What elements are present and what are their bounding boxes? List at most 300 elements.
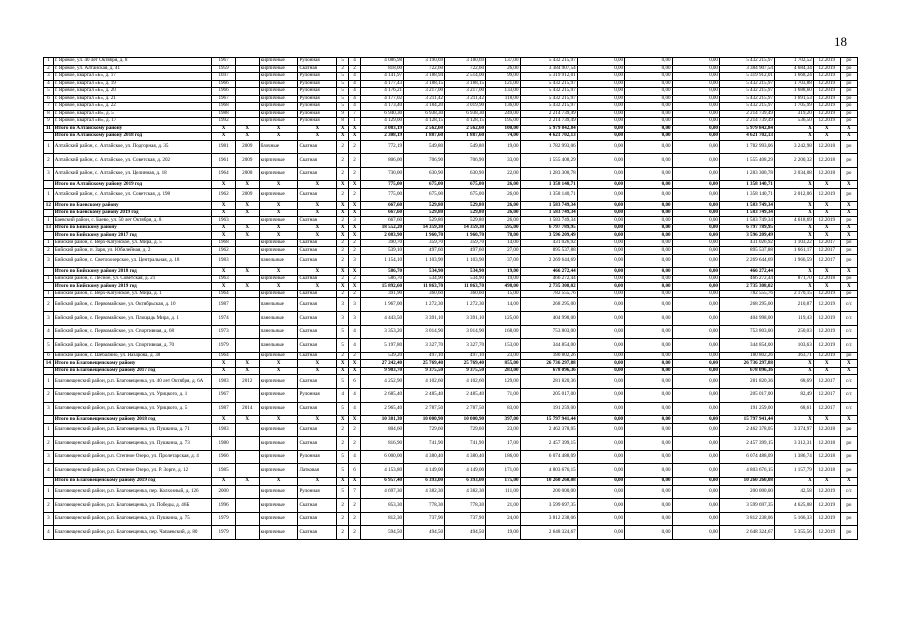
- cell-entrances: X: [349, 181, 361, 189]
- cell-row-number: 1: [44, 423, 54, 437]
- cell-cost-budget: 0,00: [625, 298, 672, 312]
- cell-cost-fund: 0,00: [577, 339, 624, 353]
- cell-wall-material: кирпичные: [259, 167, 298, 181]
- cell-entrances: 3: [349, 254, 361, 268]
- total-row: [44, 367, 858, 375]
- cell-entrances: 2: [349, 526, 361, 540]
- cell-address: Бийский район, с. Верх-Катунское, ул. Мира, д. 5: [53, 239, 211, 247]
- cell-wall-material: кирпичные: [259, 290, 298, 298]
- cell-living-area: 9 375,50: [404, 367, 445, 375]
- cell-year-renovated: X: [235, 202, 259, 210]
- cell-cost-per-sqm: 2 034,08: [774, 167, 813, 181]
- cell-entrances: 3: [349, 217, 361, 225]
- cell-cost-budget: 0,00: [625, 181, 672, 189]
- cell-cost-owners: 5 432 215,97: [719, 103, 774, 111]
- cell-cost-owners: 2 462 378,05: [719, 423, 774, 437]
- table-row: [44, 437, 858, 451]
- cell-year-built: X: [212, 125, 236, 133]
- cell-cost-owners: 5 432 215,97: [719, 58, 774, 66]
- cell-planned-completion: X: [813, 360, 840, 368]
- cell-living-area: 3 014,90: [404, 325, 445, 339]
- cell-total-area: 6 957,40: [360, 478, 403, 486]
- cell-total-cost: 191 259,00: [520, 402, 577, 416]
- cell-entrances: 4: [349, 339, 361, 353]
- cell-roof-type: Скатная: [298, 65, 337, 73]
- cell-floors: 2: [337, 512, 349, 526]
- cell-row-number: [44, 232, 54, 240]
- table-row: [44, 80, 858, 88]
- cell-roof-type: Рулонная: [298, 73, 337, 81]
- cell-floors: 5: [337, 103, 349, 111]
- cell-total-cost: 1 555 408,29: [520, 154, 577, 168]
- cell-total-cost: 205 017,00: [520, 388, 577, 402]
- cell-funding-method: X: [840, 360, 857, 368]
- cell-living-area: 494,50: [404, 526, 445, 540]
- cell-roof-type: Рулонная: [298, 388, 337, 402]
- cell-year-renovated: [235, 388, 259, 402]
- cell-floors: 3: [337, 312, 349, 326]
- cell-floors: X: [337, 478, 349, 486]
- cell-cost-other: 0,00: [672, 125, 719, 133]
- cell-cost-fund: 0,00: [577, 283, 624, 291]
- cell-cost-other: 0,00: [672, 437, 719, 451]
- cell-wall-material: кирпичные: [259, 118, 298, 126]
- cell-cost-other: 0,00: [672, 247, 719, 255]
- table-row: [44, 290, 858, 298]
- cell-funding-method: с/с: [840, 402, 857, 416]
- cell-year-renovated: [235, 254, 259, 268]
- cell-entrances: 2: [349, 167, 361, 181]
- cell-total-cost: 1 358 140,71: [520, 181, 577, 189]
- cell-total-area: 4 141,97: [360, 73, 403, 81]
- cell-wall-material: панельные: [259, 298, 298, 312]
- cell-address: Благовещенский район, р.п. Благовещенка, пер. Чапаевский, д. 80: [53, 526, 211, 540]
- cell-planned-completion: 12.2019: [813, 499, 840, 513]
- cell-cost-other: 0,00: [672, 88, 719, 96]
- cell-cost-owners: 1 555 408,29: [719, 154, 774, 168]
- cell-total-cost: 2 269 644,69: [520, 254, 577, 268]
- cell-total-area: 5 197,80: [360, 339, 403, 353]
- cell-residential-area: 549,80: [445, 140, 486, 154]
- cell-wall-material: кирпичные: [259, 95, 298, 103]
- cell-total-area: 2 308,19: [360, 133, 403, 141]
- cell-year-built: 1966: [212, 88, 236, 96]
- cell-residents-count: 83,00: [486, 402, 521, 416]
- cell-year-built: X: [212, 360, 236, 368]
- cell-funding-method: X: [840, 224, 857, 232]
- cell-cost-other: 0,00: [672, 526, 719, 540]
- cell-living-area: 14 359,30: [404, 224, 445, 232]
- cell-cost-budget: 0,00: [625, 423, 672, 437]
- table-row: [44, 499, 858, 513]
- cell-cost-other: 0,00: [672, 298, 719, 312]
- cell-total-cost: 404 998,00: [520, 312, 577, 326]
- cell-roof-type: X: [298, 478, 337, 486]
- cell-funding-method: ро: [840, 247, 857, 255]
- cell-cost-budget: 0,00: [625, 367, 672, 375]
- cell-cost-owners: 6 074 488,09: [719, 450, 774, 464]
- cell-address: Бийский район, с. Шебалино, ул. Назарова, д. 38: [53, 352, 211, 360]
- cell-cost-owners: 753 803,00: [719, 325, 774, 339]
- table-row: [44, 423, 858, 437]
- cell-entrances: X: [349, 478, 361, 486]
- cell-cost-other: 0,00: [672, 402, 719, 416]
- cell-address: Благовещенский район, р.п. Благовещенка, ул. 40 лет Октября, д. 6А: [53, 375, 211, 389]
- cell-cost-fund: 0,00: [577, 202, 624, 210]
- cell-year-renovated: 2009: [235, 188, 259, 202]
- cell-residents-count: 99,00: [486, 73, 521, 81]
- cell-cost-per-sqm: X: [774, 360, 813, 368]
- cell-year-renovated: X: [235, 133, 259, 141]
- cell-year-built: 1959: [212, 65, 236, 73]
- cell-cost-other: 0,00: [672, 352, 719, 360]
- cell-living-area: 549,80: [404, 140, 445, 154]
- cell-year-renovated: [235, 73, 259, 81]
- cell-cost-fund: 0,00: [577, 224, 624, 232]
- cell-entrances: 2: [349, 352, 361, 360]
- cell-cost-fund: 0,00: [577, 103, 624, 111]
- cell-entrances: 2: [349, 154, 361, 168]
- total-row: [44, 224, 858, 232]
- cell-wall-material: X: [259, 125, 298, 133]
- cell-cost-budget: 0,00: [625, 110, 672, 118]
- cell-floors: X: [337, 209, 349, 217]
- cell-cost-per-sqm: 3 312,31: [774, 437, 813, 451]
- cell-wall-material: кирпичные: [259, 239, 298, 247]
- cell-residential-area: 9 375,50: [445, 367, 486, 375]
- cell-roof-type: Рулонная: [298, 110, 337, 118]
- cell-cost-other: 0,00: [672, 140, 719, 154]
- total-row: [44, 125, 858, 133]
- cell-residents-count: 26,00: [486, 65, 521, 73]
- cell-cost-fund: 0,00: [577, 73, 624, 81]
- cell-total-cost: 1 583 749,34: [520, 209, 577, 217]
- cell-year-renovated: 2009: [235, 154, 259, 168]
- cell-residential-area: 1 887,60: [445, 133, 486, 141]
- cell-living-area: 25 769,40: [404, 360, 445, 368]
- cell-year-renovated: [235, 464, 259, 478]
- table-row: [44, 95, 858, 103]
- cell-funding-method: X: [840, 416, 857, 424]
- cell-planned-completion: 12.2019: [813, 80, 840, 88]
- cell-planned-completion: X: [813, 202, 840, 210]
- cell-cost-per-sqm: 319,20: [774, 110, 813, 118]
- cell-total-area: 539,10: [360, 247, 403, 255]
- cell-living-area: 706,90: [404, 154, 445, 168]
- cell-total-cost: 200 000,00: [520, 485, 577, 499]
- cell-row-number: [44, 283, 54, 291]
- cell-floors: 2: [337, 290, 349, 298]
- cell-cost-per-sqm: 1 668,24: [774, 73, 813, 81]
- cell-year-built: 1980: [212, 437, 236, 451]
- cell-year-built: X: [212, 268, 236, 276]
- cell-cost-budget: 0,00: [625, 339, 672, 353]
- cell-cost-other: 0,00: [672, 154, 719, 168]
- cell-year-built: 1992: [212, 118, 236, 126]
- cell-cost-owners: 10 260 260,08: [719, 478, 774, 486]
- cell-funding-method: ро: [840, 188, 857, 202]
- cell-planned-completion: 12.2019: [813, 95, 840, 103]
- cell-funding-method: ро: [840, 450, 857, 464]
- cell-roof-type: Рулонная: [298, 80, 337, 88]
- cell-residents-count: 26,00: [486, 202, 521, 210]
- cell-total-area: 4 086,98: [360, 58, 403, 66]
- cell-cost-owners: 5 319 912,01: [719, 73, 774, 81]
- cell-residential-area: 6 393,00: [445, 478, 486, 486]
- cell-address: г. Яровое, квартал «Б», д. 20: [53, 88, 211, 96]
- cell-cost-owners: 15 797 941,44: [719, 416, 774, 424]
- cell-total-area: 586,70: [360, 268, 403, 276]
- cell-residential-area: 722,60: [445, 65, 486, 73]
- cell-floors: X: [337, 360, 349, 368]
- cell-total-area: 6 940,30: [360, 110, 403, 118]
- cell-year-built: X: [212, 181, 236, 189]
- cell-living-area: 729,60: [404, 423, 445, 437]
- cell-funding-method: X: [840, 478, 857, 486]
- cell-planned-completion: 12.2019: [813, 325, 840, 339]
- cell-planned-completion: 12.2019: [813, 103, 840, 111]
- cell-entrances: 2: [349, 512, 361, 526]
- cell-year-built: 1964: [212, 352, 236, 360]
- cell-row-number: 4: [44, 526, 54, 540]
- cell-cost-other: 0,00: [672, 73, 719, 81]
- cell-total-area: 667,60: [360, 202, 403, 210]
- cell-planned-completion: 12.2018: [813, 275, 840, 283]
- cell-residents-count: 14,00: [486, 239, 521, 247]
- cell-planned-completion: 12.2018: [813, 140, 840, 154]
- cell-entrances: X: [349, 224, 361, 232]
- cell-entrances: 7: [349, 485, 361, 499]
- cell-row-number: 1: [44, 58, 54, 66]
- cell-planned-completion: 12.2018: [813, 464, 840, 478]
- cell-roof-type: Рулонная: [298, 103, 337, 111]
- cell-residents-count: 137,00: [486, 58, 521, 66]
- cell-total-cost: 3 812 238,06: [520, 512, 577, 526]
- cell-floors: 2: [337, 140, 349, 154]
- cell-residential-area: 4 149,00: [445, 464, 486, 478]
- cell-roof-type: Скатная: [298, 167, 337, 181]
- cell-wall-material: кирпичные: [259, 526, 298, 540]
- cell-living-area: 3 211,42: [404, 95, 445, 103]
- cell-total-cost: 2 735 308,02: [520, 283, 577, 291]
- cell-cost-other: 0,00: [672, 367, 719, 375]
- cell-address: Благовещенский район, р.п. Благовещенка, ул. Урицкого, д. 5: [53, 402, 211, 416]
- cell-residents-count: 17,00: [486, 437, 521, 451]
- cell-planned-completion: 12.2018: [813, 450, 840, 464]
- cell-cost-per-sqm: 2 200,32: [774, 154, 813, 168]
- cell-entrances: X: [349, 232, 361, 240]
- cell-cost-other: 0,00: [672, 268, 719, 276]
- cell-cost-owners: 26 736 297,88: [719, 360, 774, 368]
- cell-living-area: 1 103,90: [404, 254, 445, 268]
- table-row: [44, 339, 858, 353]
- cell-year-built: 1974: [212, 312, 236, 326]
- cell-entrances: 4: [349, 450, 361, 464]
- cell-address: Итого по Баевскому району 2019 год: [53, 209, 211, 217]
- table-row: [44, 450, 858, 464]
- cell-planned-completion: 12.2019: [813, 188, 840, 202]
- cell-cost-fund: 0,00: [577, 268, 624, 276]
- cell-floors: 2: [337, 167, 349, 181]
- cell-living-area: 6 938,30: [404, 110, 445, 118]
- cell-cost-fund: 0,00: [577, 437, 624, 451]
- cell-living-area: 675,00: [404, 181, 445, 189]
- cell-entrances: 2: [349, 65, 361, 73]
- cell-cost-fund: 0,00: [577, 140, 624, 154]
- cell-entrances: 4: [349, 402, 361, 416]
- cell-total-area: 4 153,80: [360, 464, 403, 478]
- cell-year-built: 1983: [212, 423, 236, 437]
- cell-funding-method: ро: [840, 437, 857, 451]
- cell-cost-budget: 0,00: [625, 133, 672, 141]
- cell-wall-material: кирпичные: [259, 103, 298, 111]
- cell-total-area: 10 381,30: [360, 416, 403, 424]
- cell-cost-owners: 344 854,00: [719, 339, 774, 353]
- cell-roof-type: X: [298, 209, 337, 217]
- cell-cost-per-sqm: X: [774, 268, 813, 276]
- cell-total-cost: 180 802,26: [520, 352, 577, 360]
- cell-total-cost: 5 979 842,84: [520, 125, 577, 133]
- cell-residential-area: 529,80: [445, 209, 486, 217]
- cell-total-area: 4 177,43: [360, 80, 403, 88]
- cell-row-number: 1: [44, 239, 54, 247]
- cell-cost-per-sqm: 4 684,34: [774, 65, 813, 73]
- cell-cost-fund: 0,00: [577, 254, 624, 268]
- cell-planned-completion: 12.2019: [813, 290, 840, 298]
- cell-address: Бийский район, с. Первомайское, ул. Спортивная, д. 70: [53, 339, 211, 353]
- cell-floors: 2: [337, 352, 349, 360]
- cell-floors: 5: [337, 95, 349, 103]
- cell-cost-budget: 0,00: [625, 352, 672, 360]
- table-row: [44, 110, 858, 118]
- cell-cost-budget: 0,00: [625, 464, 672, 478]
- table-row: [44, 103, 858, 111]
- cell-cost-other: 0,00: [672, 209, 719, 217]
- cell-cost-fund: 0,00: [577, 312, 624, 326]
- table-row: [44, 325, 858, 339]
- cell-funding-method: с/с: [840, 388, 857, 402]
- cell-residents-count: 23,00: [486, 352, 521, 360]
- cell-living-area: 3 391,10: [404, 312, 445, 326]
- cell-total-cost: 5 432 215,97: [520, 80, 577, 88]
- cell-cost-fund: 0,00: [577, 367, 624, 375]
- table-row: [44, 217, 858, 225]
- cell-year-built: 1967: [212, 388, 236, 402]
- cell-roof-type: Скатная: [298, 290, 337, 298]
- cell-wall-material: панельные: [259, 254, 298, 268]
- cell-living-area: 6 393,00: [404, 478, 445, 486]
- cell-total-cost: 1 358 140,71: [520, 188, 577, 202]
- cell-cost-owners: 678 096,36: [719, 367, 774, 375]
- cell-planned-completion: 12.2018: [813, 154, 840, 168]
- cell-wall-material: панельные: [259, 339, 298, 353]
- cell-cost-budget: 0,00: [625, 375, 672, 389]
- cell-floors: X: [337, 416, 349, 424]
- cell-entrances: 4: [349, 325, 361, 339]
- cell-address: Алтайский район, с. Алтайское, ул. Подгорная, д. 35: [53, 140, 211, 154]
- cell-floors: X: [337, 181, 349, 189]
- cell-funding-method: ро: [840, 526, 857, 540]
- cell-year-renovated: X: [235, 360, 259, 368]
- cell-planned-completion: 12.2018: [813, 423, 840, 437]
- cell-floors: 2: [337, 499, 349, 513]
- cell-year-renovated: X: [235, 268, 259, 276]
- cell-entrances: 7: [349, 110, 361, 118]
- table-row: [44, 140, 858, 154]
- cell-total-cost: 678 096,36: [520, 367, 577, 375]
- cell-planned-completion: 12.2018: [813, 437, 840, 451]
- cell-funding-method: с/с: [840, 325, 857, 339]
- cell-address: Благовещенский район, р.п. Благовещенка, ул. Пушкина, д. 73: [53, 437, 211, 451]
- cell-total-cost: 753 803,00: [520, 325, 577, 339]
- cell-row-number: 2: [44, 298, 54, 312]
- cell-planned-completion: 12.2017: [813, 239, 840, 247]
- cell-cost-other: 0,00: [672, 110, 719, 118]
- cell-total-area: 2 685,40: [360, 388, 403, 402]
- cell-cost-fund: 0,00: [577, 80, 624, 88]
- cell-address: Итого по Благовещенскому району 2018 год: [53, 416, 211, 424]
- cell-wall-material: X: [259, 283, 298, 291]
- cell-cost-owners: 1 358 140,71: [719, 181, 774, 189]
- cell-roof-type: Рулонная: [298, 58, 337, 66]
- cell-living-area: 4 128,15: [404, 118, 445, 126]
- cell-year-renovated: [235, 450, 259, 464]
- cell-cost-other: 0,00: [672, 464, 719, 478]
- cell-roof-type: X: [298, 133, 337, 141]
- cell-cost-per-sqm: 210,87: [774, 298, 813, 312]
- cell-funding-method: ро: [840, 88, 857, 96]
- cell-entrances: X: [349, 268, 361, 276]
- cell-cost-fund: 0,00: [577, 290, 624, 298]
- cell-cost-owners: 5 432 215,97: [719, 80, 774, 88]
- cell-entrances: 2: [349, 423, 361, 437]
- cell-row-number: [44, 268, 54, 276]
- cell-wall-material: кирпичные: [259, 499, 298, 513]
- cell-residential-area: 3 327,70: [445, 339, 486, 353]
- cell-row-number: 13: [44, 224, 54, 232]
- cell-cost-other: 0,00: [672, 416, 719, 424]
- cell-cost-budget: 0,00: [625, 80, 672, 88]
- cell-cost-owners: 466 272,44: [719, 268, 774, 276]
- cell-year-built: 1967: [212, 58, 236, 66]
- cell-cost-per-sqm: 3 242,98: [774, 140, 813, 154]
- cell-cost-owners: 268 295,00: [719, 298, 774, 312]
- cell-wall-material: панельные: [259, 312, 298, 326]
- cell-cost-fund: 0,00: [577, 360, 624, 368]
- cell-cost-owners: 5 432 215,97: [719, 88, 774, 96]
- cell-cost-other: 0,00: [672, 275, 719, 283]
- cell-funding-method: X: [840, 283, 857, 291]
- cell-year-renovated: [235, 423, 259, 437]
- cell-year-built: 1964: [212, 290, 236, 298]
- cell-entrances: 4: [349, 73, 361, 81]
- cell-total-area: 2 083,90: [360, 232, 403, 240]
- cell-address: Благовещенский район, р.п. Благовещенка, ул. Победы, д. 46Б: [53, 499, 211, 513]
- cell-floors: 2: [337, 65, 349, 73]
- cell-total-area: 775,00: [360, 188, 403, 202]
- cell-cost-other: 0,00: [672, 512, 719, 526]
- cell-cost-fund: 0,00: [577, 110, 624, 118]
- cell-roof-type: Скатная: [298, 217, 337, 225]
- cell-row-number: 2: [44, 499, 54, 513]
- cell-cost-fund: 0,00: [577, 464, 624, 478]
- cell-residents-count: 15,00: [486, 290, 521, 298]
- cell-cost-owners: 466 272,44: [719, 275, 774, 283]
- cell-residential-area: 630,90: [445, 167, 486, 181]
- cell-row-number: 1: [44, 140, 54, 154]
- cell-year-renovated: [235, 88, 259, 96]
- cell-funding-method: ро: [840, 140, 857, 154]
